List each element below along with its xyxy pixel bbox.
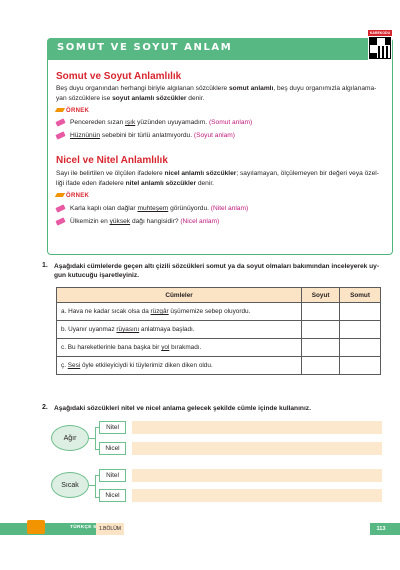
- pencil-icon: [55, 204, 65, 212]
- answer-input-agir-nicel[interactable]: [132, 442, 382, 455]
- sentence-cell: a. Hava ne kadar sıcak olsa da rüzgâr üşümemize sebep oluyordu.: [57, 303, 302, 321]
- soyut-checkbox[interactable]: [302, 357, 340, 375]
- banner: [47, 38, 393, 60]
- tag-nicel: Nicel: [99, 442, 126, 455]
- header-sentences: Cümleler: [57, 288, 302, 303]
- pencil-icon: [55, 131, 65, 139]
- question1-table: [56, 287, 381, 375]
- section1-heading: Somut ve Soyut Anlamlılık: [56, 71, 182, 82]
- qr-code[interactable]: [368, 30, 392, 62]
- answer-input-agir-nitel[interactable]: [132, 421, 382, 434]
- sentence-cell: ç. Sesi öyle etkileyiciydi ki tüylerimiz diken diken oldu.: [57, 357, 302, 375]
- question1-number: 1.: [42, 262, 48, 269]
- table-row: [57, 339, 381, 357]
- section2-example-1: Karla kaplı olan dağlar muhteşem görünüyordu. (Nitel anlam): [56, 205, 248, 212]
- table-row: [57, 321, 381, 339]
- pen-icon: [55, 108, 65, 112]
- word-bubble-agir: Ağır: [51, 425, 89, 451]
- page-number: 113: [376, 526, 386, 532]
- tag-nitel: Nitel: [99, 421, 126, 434]
- section2-paragraph: Sayı ile belirtilen ve ölçülen ifadelere nicel anlamlı sözcükler; sayılamayan, ölçülemeyen bir değeri veya özel- liği ifade eden ifadelere nitel anlamlı sözcükler denir.: [56, 170, 379, 187]
- pencil-icon: [55, 118, 65, 126]
- section2-heading: Nicel ve Nitel Anlamlılık: [56, 155, 168, 166]
- section1-example-label: ÖRNEK: [56, 108, 89, 114]
- soyut-checkbox[interactable]: [302, 339, 340, 357]
- section2-example-label: ÖRNEK: [56, 193, 89, 199]
- pen-icon: [55, 193, 65, 197]
- header-soyut: Soyut: [302, 288, 340, 303]
- book-logo-icon: [27, 520, 45, 534]
- table-row: [57, 303, 381, 321]
- question1-text: Aşağıdaki cümlelerde geçen altı çizili sözcükleri somut ya da soyut olmaları bakımından inceleyerek uy- gun kutucuğu işaretleyiniz.: [54, 263, 380, 279]
- tag-nitel: Nitel: [99, 469, 126, 482]
- somut-checkbox[interactable]: [340, 339, 381, 357]
- section1-paragraph: Beş duyu organından herhangi biriyle algılanan sözcüklere somut anlamlı, beş duyu organımızla algılanama- yan sözcüklere ise soyut anlamlı sözcükler denir.: [56, 85, 377, 102]
- answer-input-sicak-nicel[interactable]: [132, 489, 382, 502]
- table-row: [57, 357, 381, 375]
- section2-example-2: Ülkemizin en yüksek dağı hangisidir? (Nicel anlam): [56, 218, 219, 225]
- section1-example-1: Pencereden sızan ışık yüzünden uyuyamadım. (Somut anlam): [56, 119, 252, 126]
- table-header-row: [57, 288, 381, 303]
- connector: [95, 427, 96, 449]
- sentence-cell: c. Bu hareketlerinle bana başka bir yol bırakmadı.: [57, 339, 302, 357]
- soyut-checkbox[interactable]: [302, 303, 340, 321]
- word-bubble-sicak: Sıcak: [51, 472, 89, 498]
- soyut-checkbox[interactable]: [302, 321, 340, 339]
- somut-checkbox[interactable]: [340, 357, 381, 375]
- somut-checkbox[interactable]: [340, 321, 381, 339]
- footer-unit: 1.BÖLÜM: [96, 523, 124, 535]
- question2-number: 2.: [42, 404, 48, 411]
- banner-title: SOMUT VE SOYUT ANLAM: [57, 42, 233, 53]
- question2-text: Aşağıdaki sözcükleri nitel ve nicel anlama gelecek şekilde cümle içinde kullanınız.: [54, 405, 311, 412]
- footer-subject: TÜRKÇE 6: [70, 525, 97, 530]
- tag-nicel: Nicel: [99, 489, 126, 502]
- somut-checkbox[interactable]: [340, 303, 381, 321]
- footer-spacer: [120, 523, 370, 535]
- header-somut: Somut: [340, 288, 381, 303]
- answer-input-sicak-nitel[interactable]: [132, 469, 382, 482]
- qr-code-icon: [369, 37, 391, 59]
- pencil-icon: [55, 217, 65, 225]
- qr-label: KAREKODU: [369, 31, 391, 35]
- section1-example-2: Hüznünün sebebini bir türlü anlatmıyordu. (Soyut anlam): [56, 132, 235, 139]
- sentence-cell: b. Uyanır uyanmaz rüyasını anlatmaya başladı.: [57, 321, 302, 339]
- connector: [95, 475, 96, 497]
